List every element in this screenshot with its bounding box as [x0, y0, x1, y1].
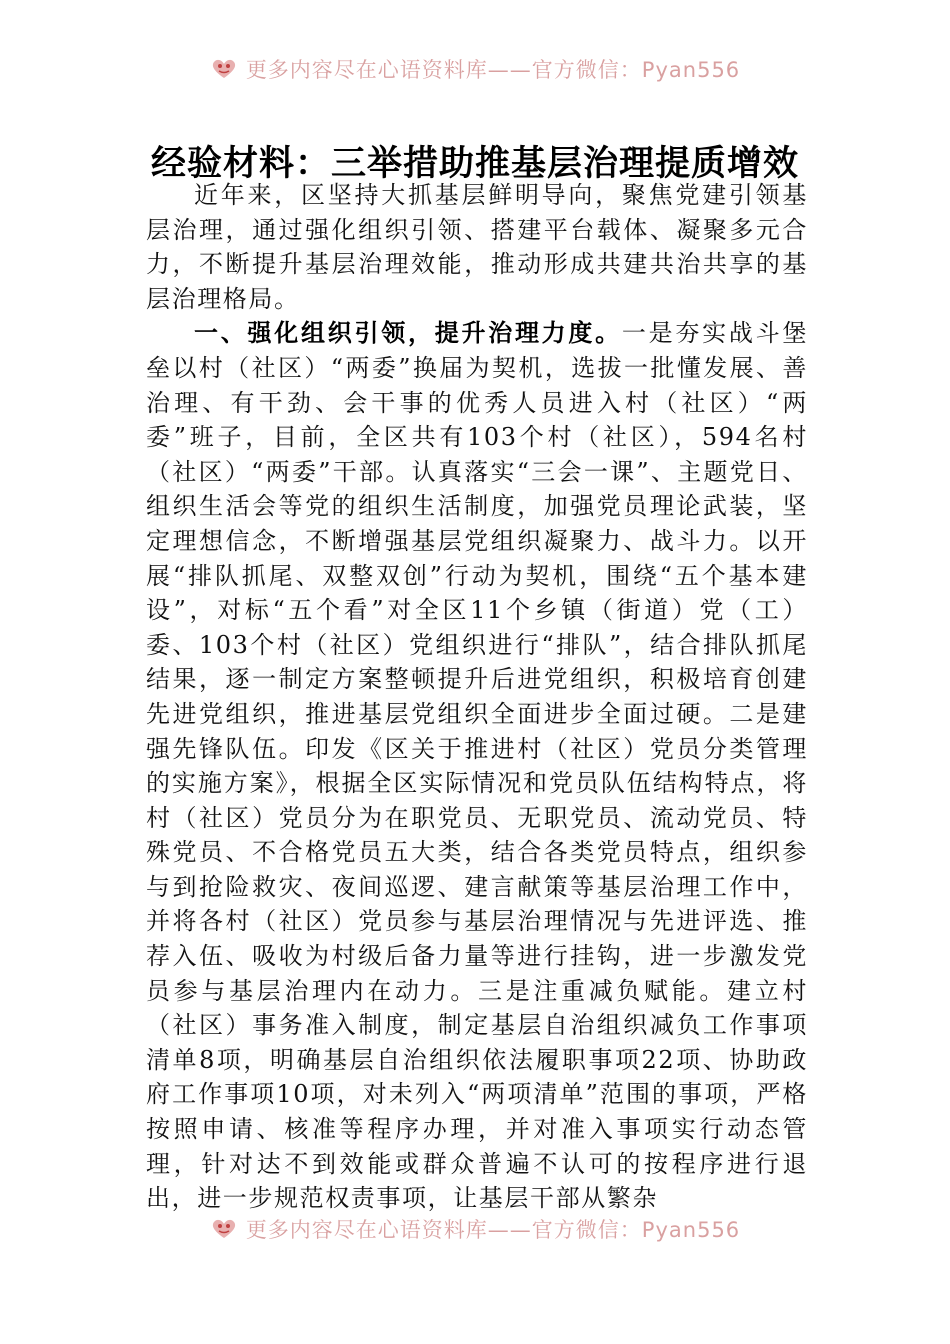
- footer-watermark: [0, 1212, 950, 1246]
- header-watermark: [0, 52, 950, 86]
- heart-mascot-icon: [210, 1217, 238, 1241]
- heart-mascot-icon: [210, 57, 238, 81]
- document-title: 经验材料：三举措助推基层治理提质增效: [150, 143, 799, 184]
- watermark-text: 更多内容尽在心语资料库——官方微信：Pyan556: [245, 58, 741, 82]
- intro-paragraph: 近年来，区坚持大抓基层鲜明导向，聚焦党建引领基层治理，通过强化组织引领、搭建平台载体、凝聚多元合力，不断提升基层治理效能，推动形成共建共治共享的基层治理格局。: [146, 181, 808, 313]
- watermark-text: 更多内容尽在心语资料库——官方微信：Pyan556: [245, 1218, 741, 1242]
- document-body: [146, 178, 808, 1216]
- section-1-body: 一是夯实战斗堡垒以村（社区）“两委”换届为契机，选拔一批懂发展、善治理、有干劲、会干事的优秀人员进入村（社区）“两委”班子，目前，全区共有103个村（社区），594名村（社区）“两委”干部。认真落实“三会一课”、主题党日、组织生活会等党的组织生活制度，加强党员理论武装，坚定理想信念，不断增强基层党组织凝聚力、战斗力。以开展“排队抓尾、双整双创”行动为契机，围绕“五个基本建设”，对标“五个看”对全区11个乡镇（街道）党（工）委、103个村（社区）党组织进行“排队”，结合排队抓尾结果，逐一制定方案整顿提升后进党组织，积极培育创建先进党组织，推进基层党组织全面进步全面过硬。二是建强先锋队伍。印发《区关于推进村（社区）党员分类管理的实施方案》，根据全区实际情况和党员队伍结构特点，将村（社区）党员分为在职党员、无职党员、流动党员、特殊党员、不合格党员五大类，结合各类党员特点，组织参与到抢险救灾、夜间巡逻、建言献策等基层治理工作中，并将各村（社区）党员参与基层治理情况与先进评选、推荐入伍、吸收为村级后备力量等进行挂钩，进一步激发党员参与基层治理内在动力。三是注重减负赋能。建立村（社区）事务准入制度，制定基层自治组织减负工作事项清单8项，明确基层自治组织依法履职事项22项、协助政府工作事项10项，对未列入“两项清单”范围的事项，严格按照申请、核准等程序办理，并对准入事项实行动态管理，针对达不到效能或群众普遍不认可的按程序进行退出，进一步规范权责事项，让基层干部从繁杂: [146, 319, 808, 1213]
- section-1-heading: 一、强化组织引领，提升治理力度。: [194, 319, 622, 348]
- section-1-paragraph: [146, 316, 808, 1215]
